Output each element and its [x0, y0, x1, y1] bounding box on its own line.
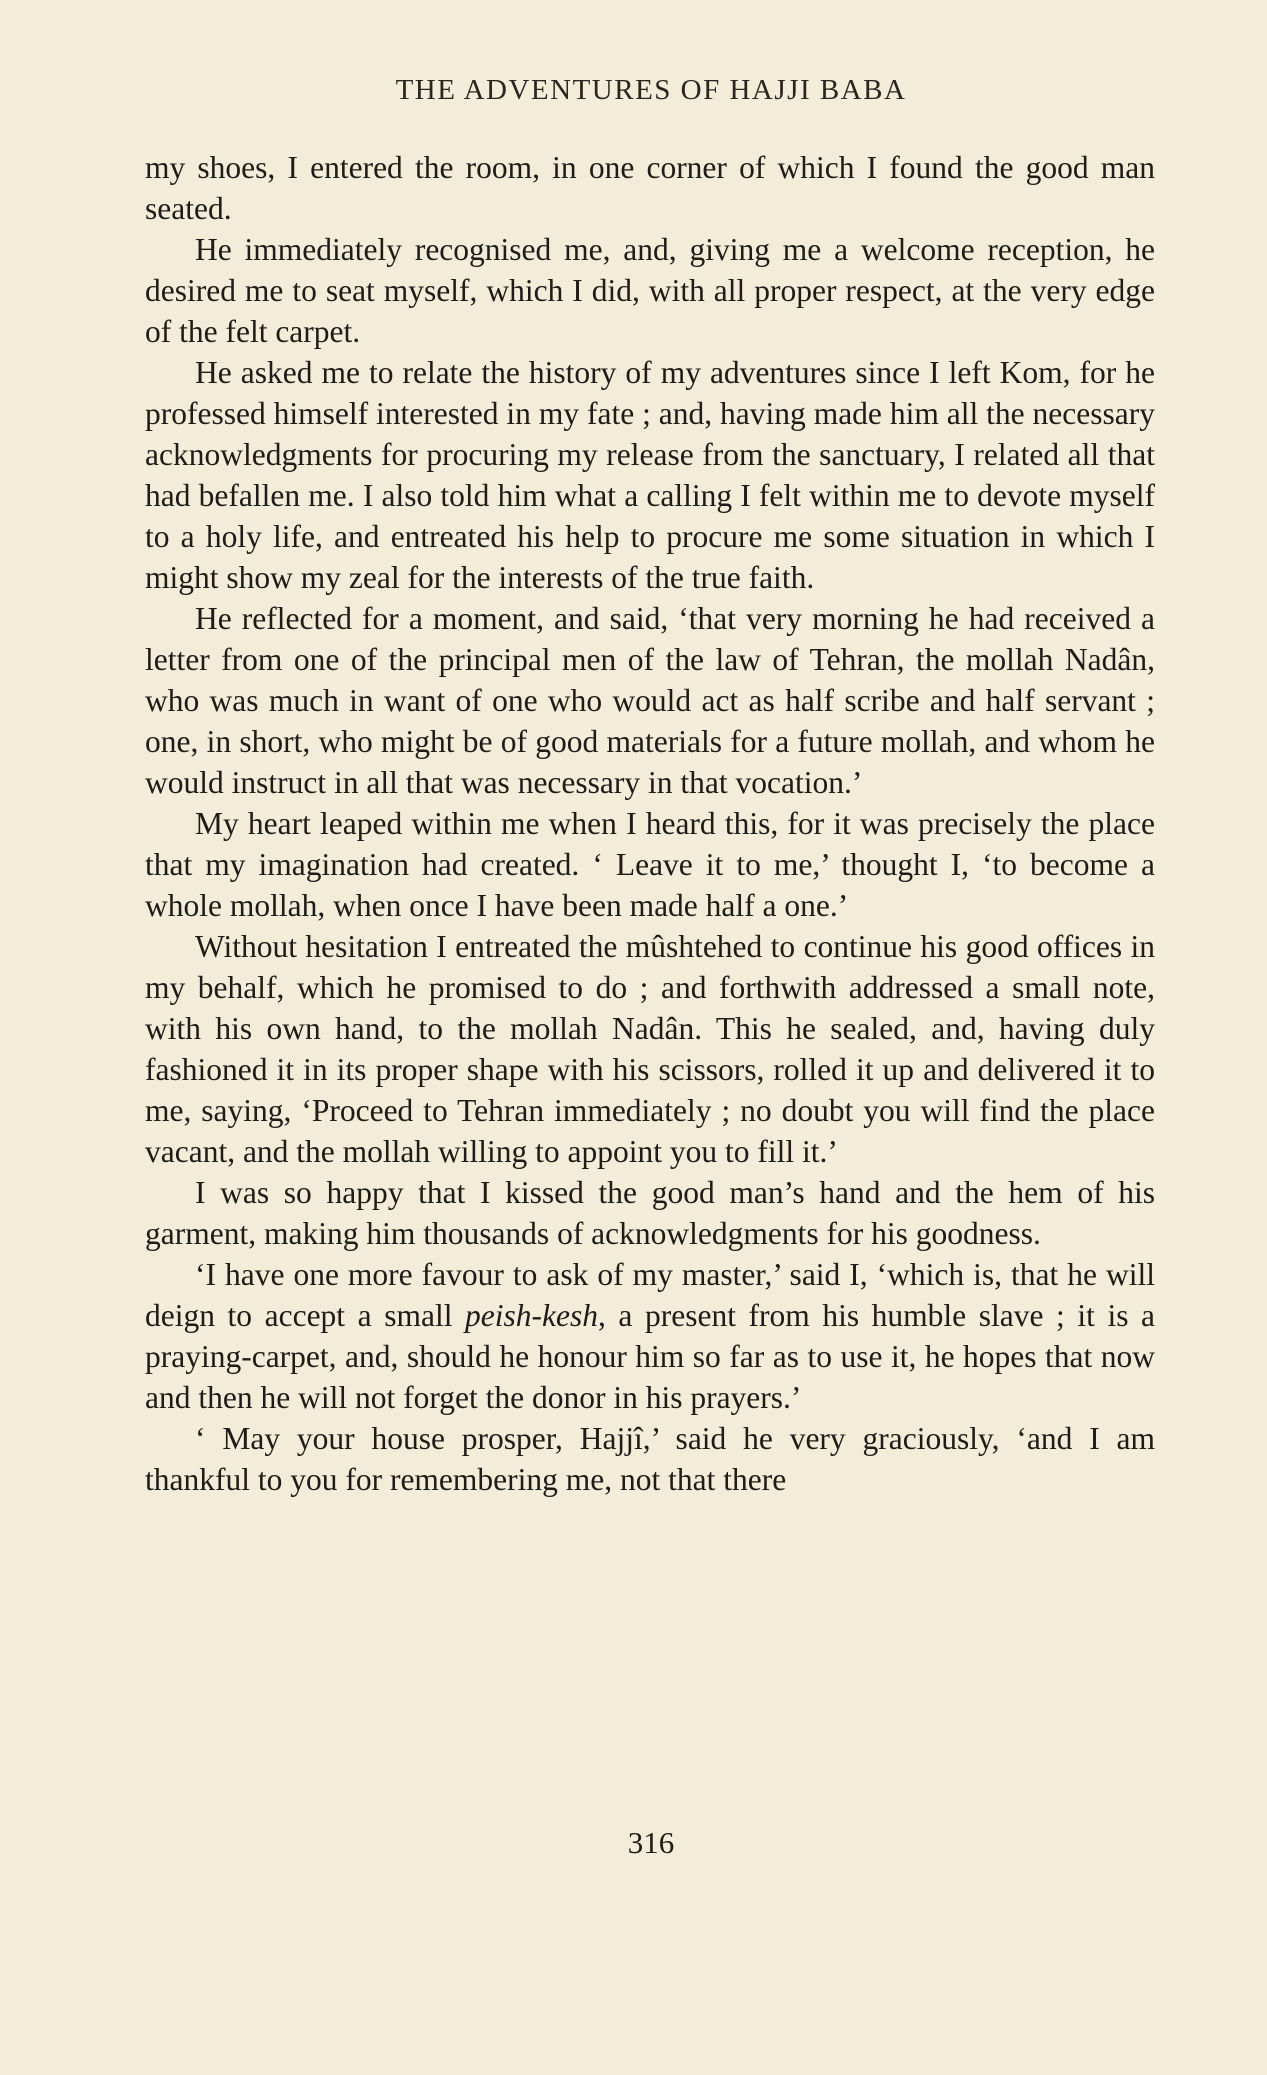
paragraph-7: I was so happy that I kissed the good man’s hand and the hem of his garment, making him thousands of acknowledgments for his goodness.	[145, 1175, 1155, 1251]
running-header: THE ADVENTURES OF HAJJI BABA	[395, 74, 907, 106]
paragraph-2: He immediately recognised me, and, giving me a welcome reception, he desired me to seat myself, which I did, with all proper respect, at the very edge of the felt carpet.	[145, 232, 1155, 349]
paragraph-8-part-2: , a present from his humble slave ; it is a praying-carpet, and, should he honour him so far as to use it, he hopes that now and then he will not forget the donor in his prayers.’	[145, 1298, 1156, 1415]
italic-term: peish-kesh	[465, 1298, 598, 1333]
paragraph-5: My heart leaped within me when I heard this, for it was precisely the place that my imagination had created. ‘ Leave it to me,’ thought I, ‘to become a whole mollah, when once I have been made half a one.’	[145, 806, 1155, 923]
paragraph-9: ‘ May your house prosper, Hajjî,’ said he very graciously, ‘and I am thankful to you for remembering me, not that there	[145, 1421, 1155, 1497]
paragraph-3: He asked me to relate the history of my adventures since I left Kom, for he professed himself interested in my fate ; and, having made him all the necessary acknowledgments for procuring my release from the sanctuary, I related all that had befallen me. I also told him what a calling I felt within me to devote myself to a holy life, and entreated his help to procure me some situation in which I might show my zeal for the interests of the true faith.	[145, 355, 1155, 595]
paragraph-8	[145, 1254, 1155, 1418]
body-text	[145, 147, 1155, 1500]
paragraph-4: He reflected for a moment, and said, ‘that very morning he had received a letter from one of the principal men of the law of Tehran, the mollah Nadân, who was much in want of one who would act as half scribe and half servant ; one, in short, who might be of good materials for a future mollah, and whom he would instruct in all that was necessary in that vocation.’	[145, 601, 1155, 800]
paragraph-6: Without hesitation I entreated the mûshtehed to continue his good offices in my behalf, which he promised to do ; and forthwith addressed a small note, with his own hand, to the mollah Nadân. This he sealed, and, having duly fashioned it in its proper shape with his scissors, rolled it up and delivered it to me, saying, ‘Proceed to Tehran immediately ; no doubt you will find the place vacant, and the mollah willing to appoint you to fill it.’	[145, 929, 1155, 1169]
page-number: 316	[627, 1825, 675, 1860]
paragraph-1: my shoes, I entered the room, in one corner of which I found the good man seated.	[145, 150, 1155, 226]
paragraph-8-part-1: ‘I have one more favour to ask of my master,’ said I, ‘which is, that he will deign to accept a small	[145, 1257, 1155, 1333]
